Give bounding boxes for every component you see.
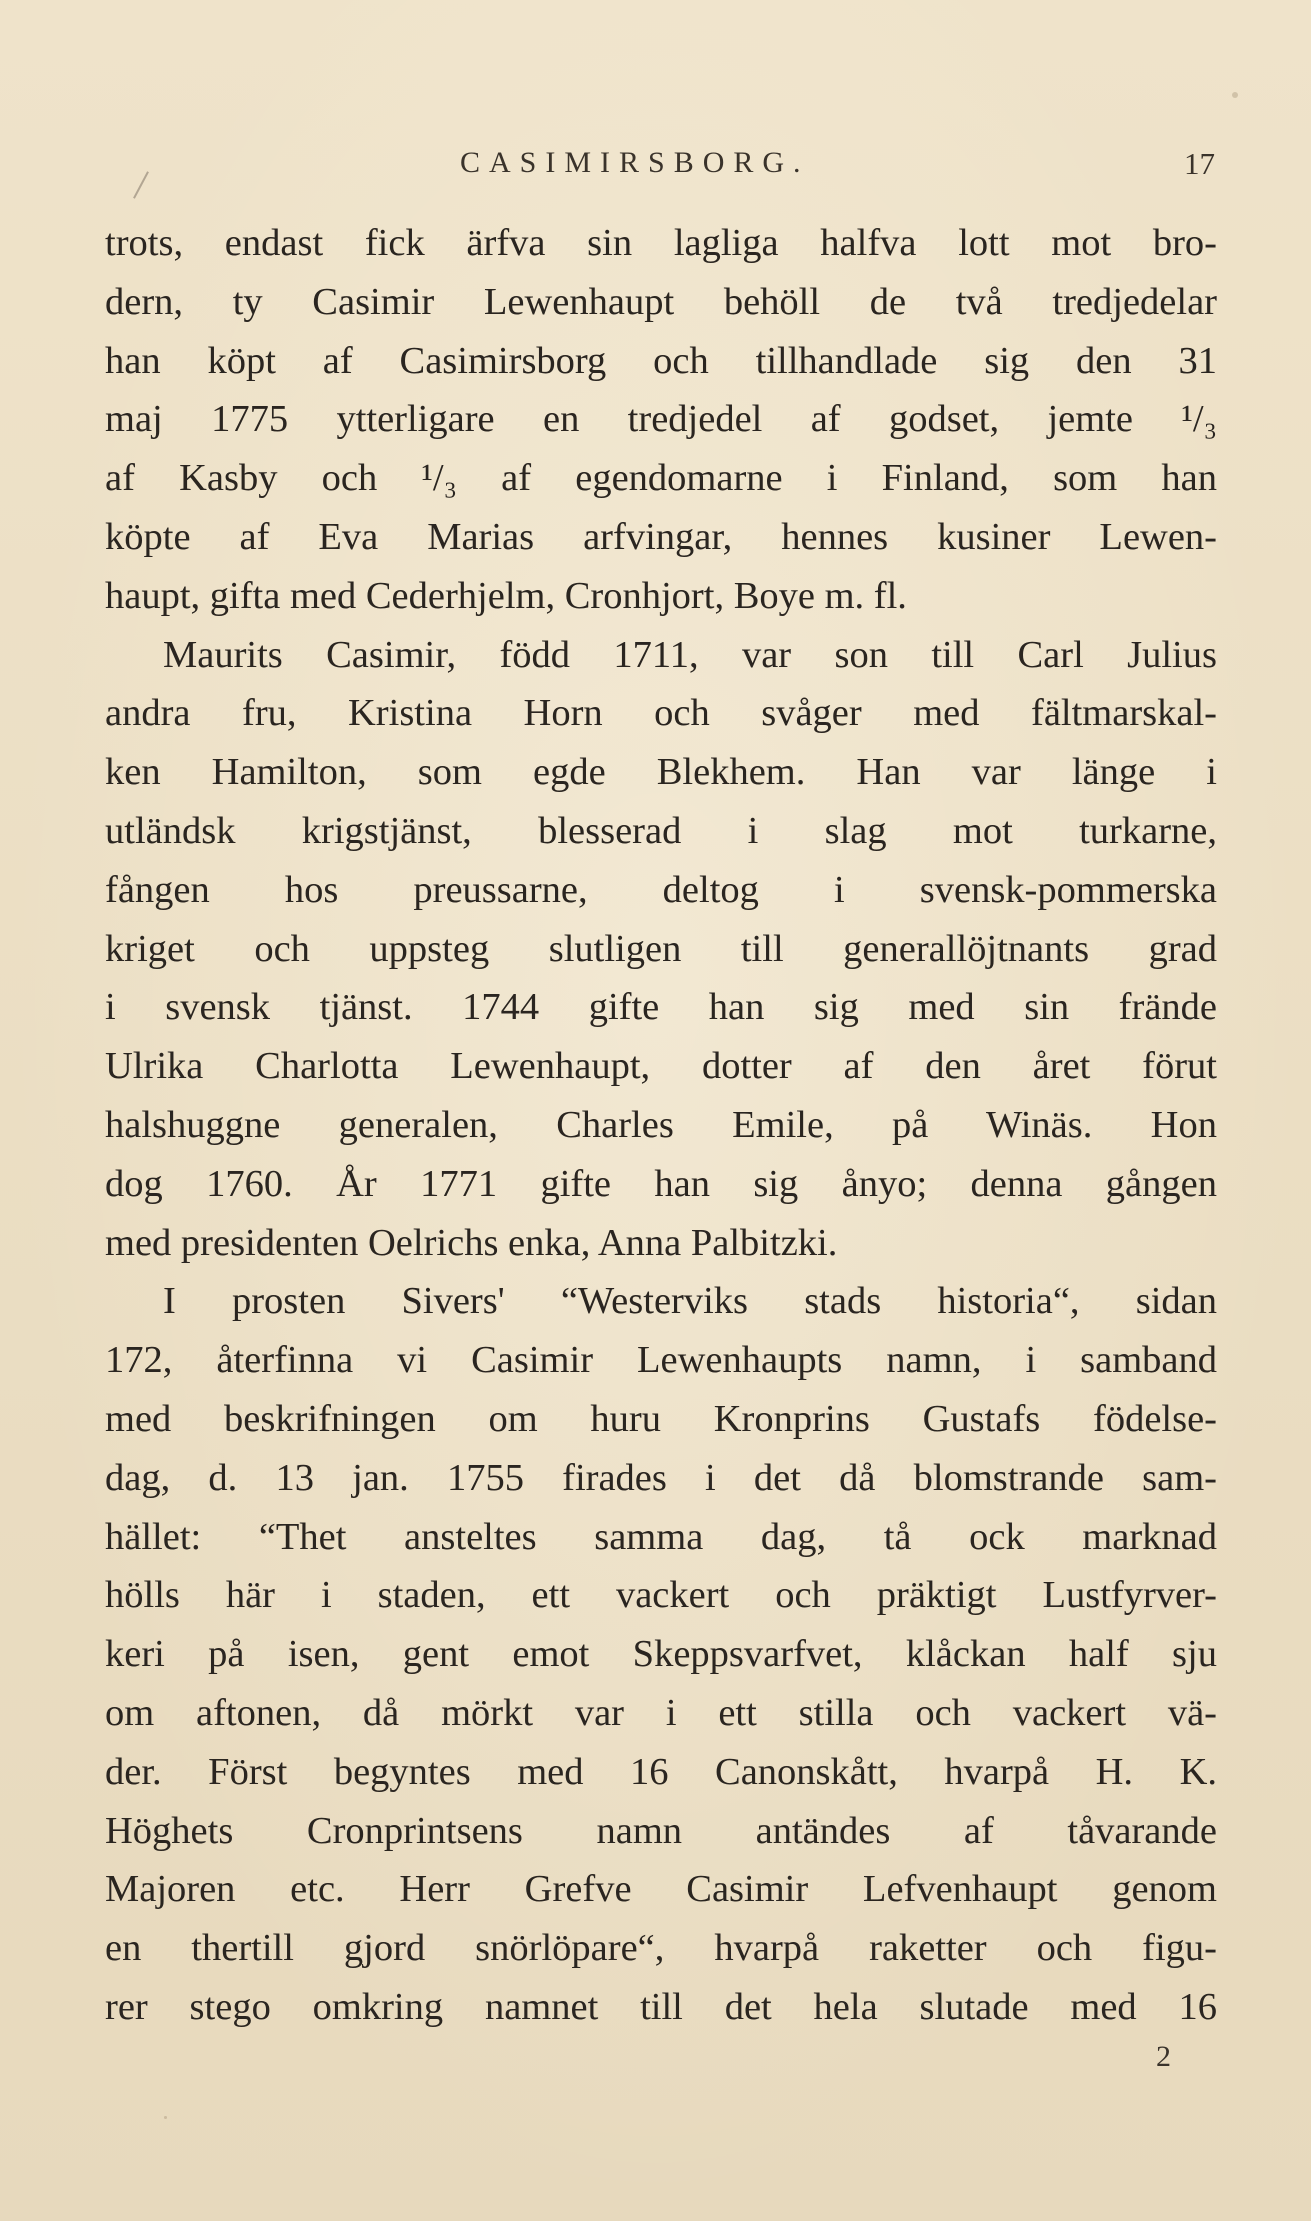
text-line: köpte af Eva Marias arfvingar, hennes kusiner Lewen- <box>105 515 1217 558</box>
page-header <box>105 146 1215 186</box>
text-line: Höghets Cronprintsens namn antändes af tåvarande <box>105 1809 1217 1852</box>
paper-speck <box>1232 92 1238 98</box>
text-line: i svensk tjänst. 1744 gifte han sig med sin frände <box>105 986 1217 1029</box>
text-line: fången hos preussarne, deltog i svensk-pommerska <box>105 868 1217 911</box>
text-line: Majoren etc. Herr Grefve Casimir Lefvenhaupt genom <box>105 1868 1217 1911</box>
text-line: I prosten Sivers' “Westerviks stads historia“, sidan <box>163 1280 1217 1323</box>
text-line: keri på isen, gent emot Skeppsvarfvet, klåckan half sju <box>105 1633 1217 1676</box>
text-line: en thertill gjord snörlöpare“, hvarpå raketter och figu- <box>105 1927 1217 1970</box>
running-title: CASIMIRSBORG. <box>460 146 810 179</box>
text-line: Ulrika Charlotta Lewenhaupt, dotter af den året förut <box>105 1045 1217 1088</box>
text-line: dag, d. 13 jan. 1755 firades i det då blomstrande sam- <box>105 1456 1217 1499</box>
text-line: om aftonen, då mörkt var i ett stilla och vackert vä- <box>105 1691 1217 1734</box>
text-line: utländsk krigstjänst, blesserad i slag mot turkarne, <box>105 809 1217 852</box>
text-line: andra fru, Kristina Horn och svåger med fältmarskal- <box>105 692 1217 735</box>
text-line: han köpt af Casimirsborg och tillhandlade sig den 31 <box>105 339 1217 382</box>
text-line: Maurits Casimir, född 1711, var son till Carl Julius <box>163 633 1217 676</box>
body-text <box>105 214 1217 2037</box>
paper-speck <box>164 2116 167 2119</box>
text-line: hölls här i staden, ett vackert och präktigt Lustfyrver- <box>105 1574 1217 1617</box>
text-line: halshuggne generalen, Charles Emile, på Winäs. Hon <box>105 1103 1217 1146</box>
text-line: med presidenten Oelrichs enka, Anna Palbitzki. <box>105 1221 838 1264</box>
text-line: med beskrifningen om huru Kronprins Gustafs födelse- <box>105 1397 1217 1440</box>
page-number: 17 <box>1184 146 1215 181</box>
text-line: dern, ty Casimir Lewenhaupt behöll de två tredjedelar <box>105 280 1217 323</box>
text-line: dog 1760. År 1771 gifte han sig ånyo; denna gången <box>105 1162 1217 1205</box>
text-line: maj 1775 ytterligare en tredjedel af godset, jemte ¹/₃ <box>105 398 1217 441</box>
text-line: haupt, gifta med Cederhjelm, Cronhjort, Boye m. fl. <box>105 574 907 617</box>
text-line: hället: “Thet ansteltes samma dag, tå ock marknad <box>105 1515 1217 1558</box>
signature-mark: 2 <box>1156 2040 1171 2073</box>
text-line: ken Hamilton, som egde Blekhem. Han var länge i <box>105 751 1217 794</box>
text-line: der. Först begyntes med 16 Canonskått, hvarpå H. K. <box>105 1750 1217 1793</box>
text-line: kriget och uppsteg slutligen till generallöjtnants grad <box>105 927 1217 970</box>
text-line: 172, återfinna vi Casimir Lewenhaupts namn, i samband <box>105 1339 1217 1382</box>
text-line: rer stego omkring namnet till det hela slutade med 16 <box>105 1985 1217 2028</box>
text-line: trots, endast fick ärfva sin lagliga halfva lott mot bro- <box>105 222 1217 264</box>
text-line: af Kasby och ¹/₃ af egendomarne i Finland, som han <box>105 457 1217 500</box>
